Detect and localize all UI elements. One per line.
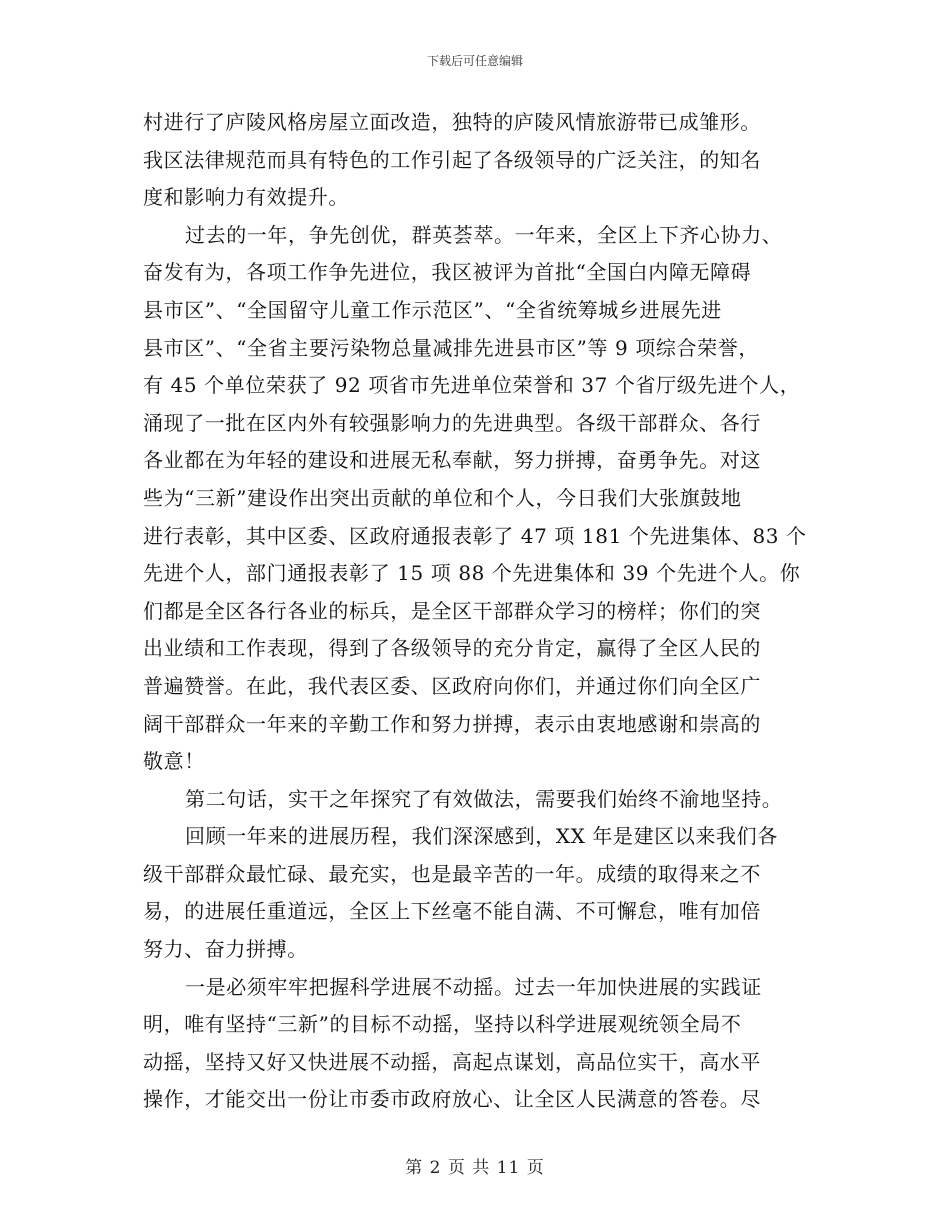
text-line: 涌现了一批在区内外有较强影响力的先进典型。各级干部群众、各行 xyxy=(143,410,761,435)
document-body xyxy=(143,104,807,1119)
text-line: 过去的一年，争先创优，群英荟萃。一年来，全区上下齐心协力、 xyxy=(185,222,783,247)
text-line: 明，唯有坚持“三新”的目标不动摇，坚持以科学进展观统领全局不 xyxy=(143,1012,742,1037)
text-line: 操作，才能交出一份让市委市政府放心、让全区人民满意的答卷。尽 xyxy=(143,1087,761,1112)
text-line: 有 45 个单位荣获了 92 项省市先进单位荣誉和 37 个省厅级先进个人， xyxy=(143,373,801,398)
text-line: 进行表彰，其中区委、区政府通报表彰了 47 项 181 个先进集体、83 个 xyxy=(143,523,807,548)
text-line: 易，的进展任重道远，全区上下丝毫不能自满、不可懈怠，唯有加倍 xyxy=(143,899,761,924)
text-line: 出业绩和工作表现，得到了各级领导的充分肯定，赢得了全区人民的 xyxy=(143,636,761,661)
text-line: 一是必须牢牢把握科学进展不动摇。过去一年加快进展的实践证 xyxy=(185,974,762,999)
text-line: 各业都在为年轻的建设和进展无私奉献，努力拼搏，奋勇争先。对这 xyxy=(143,448,761,473)
page-header: 下载后可任意编辑 xyxy=(426,54,523,68)
text-line: 村进行了庐陵风格房屋立面改造，独特的庐陵风情旅游带已成雏形。 xyxy=(143,110,761,134)
text-line: 先进个人，部门通报表彰了 15 项 88 个先进集体和 39 个先进个人。你 xyxy=(143,561,801,586)
text-line: 动摇，坚持又好又快进展不动摇，高起点谋划，高品位实干，高水平 xyxy=(143,1049,761,1074)
text-line: 第二句话，实干之年探究了有效做法，需要我们始终不渝地坚持。 xyxy=(185,786,783,811)
text-line: 我区法律规范而具有特色的工作引起了各级领导的广泛关注，的知名 xyxy=(143,147,761,172)
text-line: 敬意！ xyxy=(143,749,205,774)
text-line: 奋发有为，各项工作争先进位，我区被评为首批“全国白内障无障碍 xyxy=(143,260,752,285)
text-line: 县市区”、“全国留守儿童工作示范区”、“全省统筹城乡进展先进 xyxy=(143,297,722,322)
text-line: 们都是全区各行各业的标兵，是全区干部群众学习的榜样；你们的突 xyxy=(143,598,761,623)
text-line: 普遍赞誉。在此，我代表区委、区政府向你们，并通过你们向全区广 xyxy=(143,673,761,698)
text-line: 级干部群众最忙碌、最充实，也是最辛苦的一年。成绩的取得来之不 xyxy=(143,861,761,886)
text-line: 回顾一年来的进展历程，我们深深感到，XX 年是建区以来我们各 xyxy=(185,824,778,849)
text-line: 阔干部群众一年来的辛勤工作和努力拼搏，表示由衷地感谢和崇高的 xyxy=(143,711,761,736)
text-line: 努力、奋力拼搏。 xyxy=(143,937,308,962)
text-line: 些为“三新”建设作出突出贡献的单位和个人，今日我们大张旗鼓地 xyxy=(143,485,742,510)
text-line: 度和影响力有效提升。 xyxy=(143,185,349,210)
page-number: 第 2 页 共 11 页 xyxy=(405,1158,545,1178)
text-line: 县市区”、“全省主要污染物总量减排先进县市区”等 9 项综合荣誉， xyxy=(143,335,759,360)
